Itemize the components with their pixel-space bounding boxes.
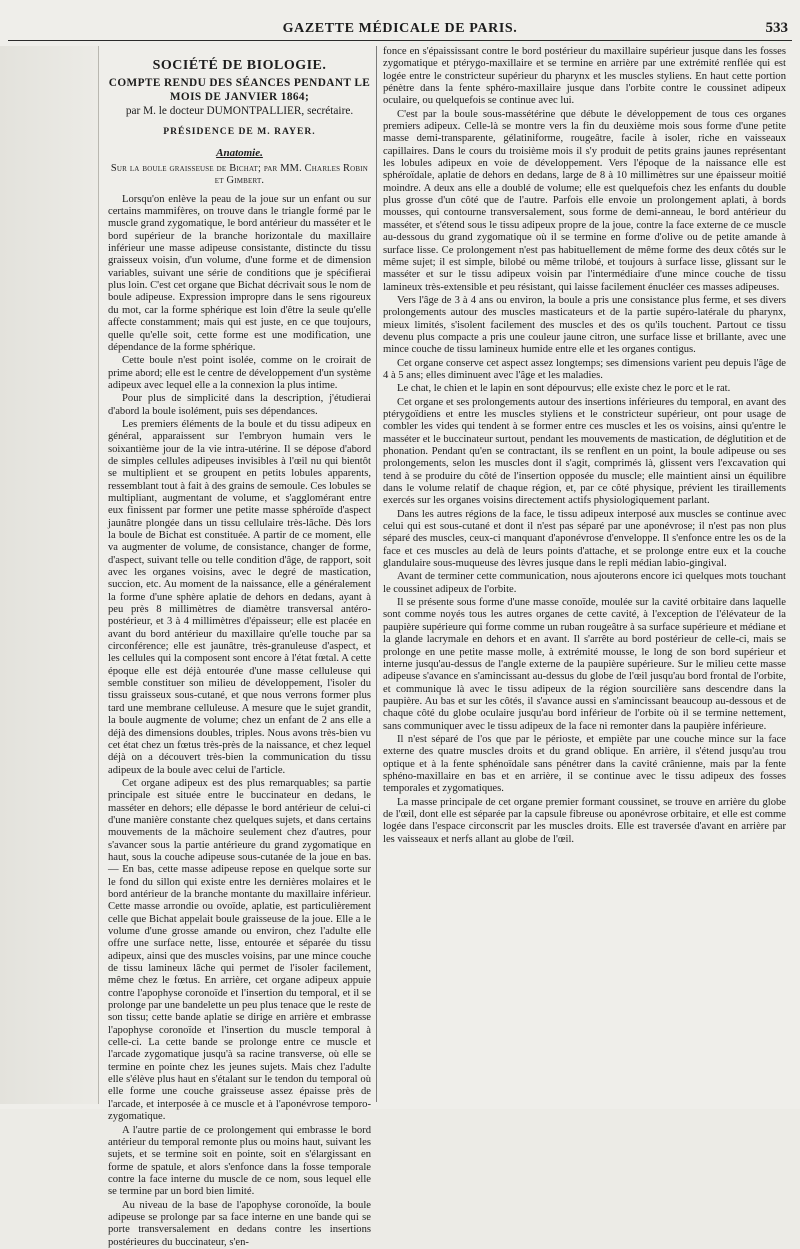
paragraph-continued: fonce en s'épaississant contre le bord postérieur du maxillaire supérieur jusque dans les fosses zygomatique et ptérygo-maxillaire et se termine en arrière par une extrémité renflée qui est logée entre le constricteur supérieur du pharynx et les muscles styliens. En haut cette portion pénètre dans la fente sphéro-maxillaire jusque dans l'orbite contre le coussinet adipeux oculaire, ou quelquefois se continue avec lui. bbox=[383, 46, 786, 107]
paragraph: Avant de terminer cette communication, nous ajouterons encore ici quelques mots touchant le coussinet adipeux de l'orbite. bbox=[383, 571, 786, 595]
presidence: PRÉSIDENCE DE M. RAYER. bbox=[163, 126, 316, 138]
paragraph: Dans les autres régions de la face, le tissu adipeux interposé aux muscles se continue avec celui qui est sous-cutané et dont il n'est pas séparé par une aponévrose; il n'est pas non plus séparé des muscles, ceux-ci manquant d'aponévrose d'enveloppe. Il s'enfonce entre les os de la face et ces muscles au delà de leurs points d'attache, et se prolonge entre eux et la couche glandulaire sous-muqueuse des lèvres jusque dans le repli médian labio-gingival. bbox=[383, 508, 786, 570]
paragraph: Au niveau de la base de l'apophyse coronoïde, la boule adipeuse se prolonge par sa face interne en une bande qui se porte transversalement en dedans contre les insertions postérieures du buccinateur, s'en- bbox=[108, 1199, 371, 1248]
page-header bbox=[0, 0, 800, 44]
paragraph: Lorsqu'on enlève la peau de la joue sur un enfant ou sur certains mammifères, on trouve dans le triangle formé par le muscle grand zygomatique, le bord antérieur du masséter et le bord supérieur de la branche horizontale du maxillaire inférieur une masse adipeuse consistante, distincte du tissu graisseux voisin, d'un volume, d'une forme et de dimension variables, suivant une série de conditions que je spécifierai plus loin. C'est cet organe que Bichat décrivait sous le nom de boule adipeuse. Expression impropre dans le sens rigoureux du mot, car la forme sphérique est loin d'être la seule qu'elle affecte constamment; mais qui est juste, en ce que toujours, quelle qu'elle soit, cette forme est une modification, une dépendance de la forme sphérique. bbox=[108, 193, 371, 353]
page-number: 533 bbox=[765, 20, 788, 36]
journal-title: GAZETTE MÉDICALE DE PARIS. bbox=[282, 21, 518, 36]
paragraph: Il se présente sous forme d'une masse conoïde, moulée sur la cavité orbitaire dans laquelle sont comme noyés tous les autres organes de cette cavité, à l'exception de l'élévateur de la paupière supérieure qui forme comme un ruban rougeâtre à sa surface supérieure et médiane et la glande lacrymale en dehors et en avant. Il s'arrête au bord postérieur de celle-ci, mais se prolonge en une petite masse molle, à extrémité mousse, le long de son bord supérieur et interne jusqu'au-dessus de l'angle externe de la paupière supérieure. Sur le milieu cette masse adipeuse s'avance en s'amincissant au-dessus du globe de l'œil jusqu'au bord frontal de l'orbite, et communique là avec le tissu adipeux de la région sourcilière sans descendre dans la paupière. Au bas et sur les côtés, il s'avance aussi en s'amincissant beaucoup au-dessous et de chaque côté du globe oculaire jusqu'au bord inférieur de l'orbite où il se termine nettement, sans communiquer avec le tissu adipeux de la face ni remonter dans la paupière inférieure. bbox=[383, 597, 786, 732]
left-column bbox=[108, 46, 372, 1248]
right-column bbox=[383, 46, 786, 1104]
paragraph: Il n'est séparé de l'os que par le périoste, et empiète par une couche mince sur la face externe des quatre muscles droits et du grand oblique. En arrière, il s'étend jusqu'au trou optique et à la fente sphénoïdale sans pénétrer dans la cavité crânienne, mais par la fente sphéno-maxillaire en bas et en arrière, il se continue avec le tissu adipeux des fosses temporales et zygomatiques. bbox=[383, 733, 786, 795]
paragraph: Cet organe adipeux est des plus remarquables; sa partie principale est située entre le buccinateur en dedans, le masséter en dehors; elle dépasse le bord antérieur de celui-ci d'une manière constante chez quelques sujets, et dans certains mouvements de la mâchoire seulement chez d'autres, pour s'avancer sous la partie antérieure du grand zygomatique en haut, sous la couche adipeuse sous-cutanée de la joue en bas. — En bas, cette masse adipeuse repose en quelque sorte sur le fond du sillon qui existe entre les dernières molaires et le bord antérieur de la branche montante du maxillaire inférieur. Cette masse arrondie ou ovoïde, aplatie, est particulièrement celle que Bichat appelait boule graisseuse de la joue. Elle a le volume d'une grosse amande ou environ, chez l'adulte elle offre une surface nette, lisse, entourée et séparée du tissu adipeux, ainsi que des muscles voisins, par une mince couche de tissu lamineux lâche qui permet de l'isoler facilement, même chez le fœtus. En arrière, cet organe adipeux appuie contre l'apophyse coronoïde et l'insertion du temporal, et il se prolonge par une bandelette un peu plus tenace que le reste de son tissu; cette bande aplatie se dirige en arrière et embrasse l'apophyse coronoïde et l'insertion du muscle temporal à celle-ci. La cette bande se prolonge entre ce muscle et l'arcade zygomatique jusqu'à sa racine transverse, où elle se termine en pointe chez les jeunes sujets. Mais chez l'adulte elle s'élève plus haut en s'étalant sur le tendon du temporal où elle forme une couche graisseuse assez épaisse près de l'arcade, et interposée à ce muscle et à l'aponévrose temporo-zygomatique. bbox=[108, 777, 371, 1123]
compte-rendu-line-1: COMPTE RENDU DES SÉANCES PENDANT LE MOIS DE JANVIER 1864; bbox=[108, 77, 371, 104]
paragraph: Cet organe et ses prolongements autour des insertions inférieures du temporal, en avant des ptérygoïdiens et entre les muscles styliens et le constricteur supérieur, ont pour usage de combler les vides qui tendent à se former entre ces muscles et les os voisins, ainsi qu'entre le masséter et le buccinateur surtout, pendant les mouvements de mastication, de déglutition et de phonation. Pendant qu'en se contractant, ils se renflent en un point, la boule adipeuse ou ses prolongements, selon les muscles dont il s'agit, comprimés là, glissent vers l'excavation qui tend à se produire du côté de l'insertion opposée du muscle; elle maintient ainsi un équilibre dans le volume relatif de chaque région, et, par ce côté physique, prévient les tiraillements exercés sur les organes voisins directement actifs physiologiquement parlant. bbox=[383, 396, 786, 507]
paragraph: Vers l'âge de 3 à 4 ans ou environ, la boule a pris une consistance plus ferme, et ses divers prolongements autour des muscles masticateurs et de la partie supéro-latérale du pharynx, mieux limités, s'isolent facilement des muscles et des os qu'ils touchent. Partout ce tissu devenu plus compacte a pris une couleur jaune citron, une surface lisse et brillante, avec une mince couche de tissu lamineux humide entre elle et les organes contigus. bbox=[383, 294, 786, 356]
paragraph: Cet organe conserve cet aspect assez longtemps; ses dimensions varient peu depuis l'âge de 4 à 5 ans; elles diminuent avec l'âge et les maladies. bbox=[383, 357, 786, 381]
paragraph: La masse principale de cet organe premier formant coussinet, se trouve en arrière du globe de l'œil, dont elle est séparée par la capsule fibreuse ou aponévrose orbitaire, et elle est comme logée dans l'espace circonscrit par les muscles droits. Elle est traversée d'avant en arrière par les vaisseaux et nerfs allant au globe de l'œil. bbox=[383, 796, 786, 845]
column-divider bbox=[376, 46, 377, 1102]
paragraph: Pour plus de simplicité dans la description, j'étudierai d'abord la boule isolément, puis ses dépendances. bbox=[108, 393, 371, 417]
header-rule bbox=[8, 40, 792, 41]
compte-rendu-line-2: par M. le docteur DUMONTPALLIER, secrétaire. bbox=[125, 105, 354, 118]
paragraph: C'est par la boule sous-massétérine que débute le développement de tous ces organes premiers adipeux. Celle-là se montre vers la fin du deuxième mois sous forme d'une petite masse demi-transparente, gélatiniforme, rougeâtre, facile à isoler, riche en vaisseaux capillaires. Dans le cours du troisième mois il s'y produit de petits grains jaunes représentant les lobules adipeux en voie de développement. Vers l'époque de la naissance elle est sphéroïdale, aplatie de dehors en dedans, large de 8 à 10 millimètres sur une épaisseur moitié moindre. A deux ans elle a doublé de volume; elle est quelquefois chez les enfants du double plus grosse d'un côté que de l'autre. Parfois elle envoie un prolongement aplati, à bords mousses, qui contourne transversalement, sous forme de demi-anneau, le bord antérieur du masséter, et s'étend sous le tissu adipeux propre de la joue, contre la face externe de ce muscle au-dessous du grand zygomatique où il se termine en forme d'olive ou de petite amande à surface lisse. Ce prolongement n'est pas habituellement de même forme des deux côtés sur le même sujet; il est simple, bilobé ou même trilobé, et toujours à surface lisse, glissant sur le masséter et sur le tissu adipeux voisin par l'intermédiaire d'une mince couche de tissu lamineux très-extensible et peu résistant, qui laisse facilement énucléer ces masses adipeuses. bbox=[383, 108, 786, 293]
section-heading: Anatomie. bbox=[216, 146, 263, 159]
compte-rendu bbox=[108, 76, 371, 118]
paragraph: Les premiers éléments de la boule et du tissu adipeux en général, apparaissent sur l'embryon humain vers le soixantième jour de la vie intra-utérine. Il se dépose d'abord de simples cellules adipeuses invisibles à l'œil nu qui bientôt se multiplient et se groupent en petits lobules apparents, ressemblant tout à fait à des grains de semoule. Ces lobules se multipliant, augmentant de volume, et s'agglomérant entre eux finissent par former une petite masse sphéroïde d'aspect jaunâtre plongée dans un tissu cellulaire très-lâche. Dès lors la boule de Bichat est constituée. A partir de ce moment, elle va augmenter de volume, de consistance, changer de forme, d'aspect, suivant telle ou telle condition d'âge, de rapport, soit avec les organes voisins, avec le degré de mastication, succion, etc. Au moment de la naissance, elle a généralement la forme d'une sphère aplatie de dehors en dedans, ayant à peu près 8 millimètres de diamètre transversal antéro-postérieur, et 3 à 4 millimètres d'épaisseur; elle est placée en avant du bord antérieur du maxillaire qu'elle touche par sa circonférence; elle est jaunâtre, très-granuleuse d'aspect, et les cellules qui la composent sont encore à l'état fœtal. A cette époque elle est déjà entourée d'une masse celluleuse qui semble constituer son milieu de développement, l'isoler du tissu graisseux sous-cutané, et que nous verrons former plus tard une membrane celluleuse. A mesure que le sujet grandit, la boule augmente de volume; chez un enfant de 2 ans elle a déjà des dimensions doubles, triples. Nous avons très-bien vu cet état chez un fœtus très-près de la naissance, et chez lequel déjà on a découvert très-bien la communication du tissu adipeux de la boule avec celui de l'article. bbox=[108, 418, 372, 776]
paragraph: Cette boule n'est point isolée, comme on le croirait de prime abord; elle est le centre de développement d'un système adipeux avec lequel elle a la connexion la plus intime. bbox=[108, 355, 371, 391]
society-title: SOCIÉTÉ DE BIOLOGIE. bbox=[152, 58, 327, 73]
paragraph: A l'autre partie de ce prolongement qui embrasse le bord antérieur du temporal remonte plus ou moins haut, suivant les sujets, et se termine soit en pointe, soit en s'élargissant en forme de spatule, et alors s'enfonce dans la fosse temporale contre la face interne du muscle de ce nom, sous lequel elle se termine par un bord bien limité. bbox=[108, 1124, 371, 1198]
gutter-margin bbox=[0, 46, 99, 1104]
paragraph: Le chat, le chien et le lapin en sont dépourvus; elle existe chez le porc et le rat. bbox=[397, 383, 731, 395]
article-title: Sur la boule graisseuse de Bichat; par MM. Charles Robin et Gimbert. bbox=[110, 163, 369, 187]
